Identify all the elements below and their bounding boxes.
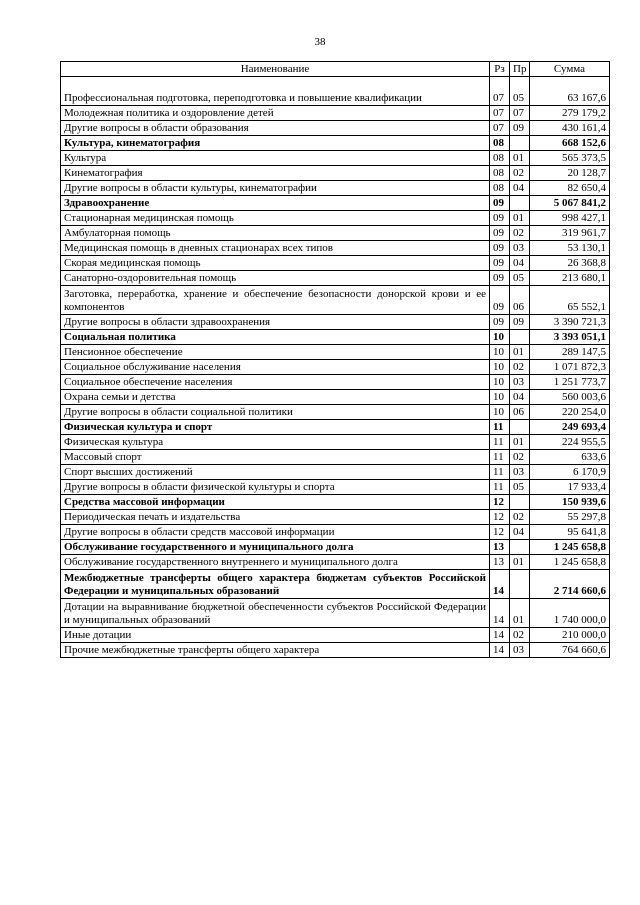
cell-rz: 12 [490, 510, 510, 525]
cell-pr [510, 540, 530, 555]
cell-pr: 02 [510, 628, 530, 643]
cell-pr: 02 [510, 510, 530, 525]
cell-sum: 1 245 658,8 [530, 540, 610, 555]
cell-name: Пенсионное обеспечение [61, 345, 490, 360]
cell-rz: 10 [490, 390, 510, 405]
cell-name: Другие вопросы в области средств массовой информации [61, 525, 490, 540]
cell-name: Профессиональная подготовка, переподготовка и повышение квалификации [61, 77, 490, 106]
cell-pr: 04 [510, 525, 530, 540]
cell-name: Физическая культура [61, 435, 490, 450]
cell-pr: 01 [510, 599, 530, 628]
cell-name: Культура [61, 151, 490, 166]
cell-rz: 14 [490, 570, 510, 599]
cell-name: Заготовка, переработка, хранение и обеспечение безопасности донорской крови и ее компонентов [61, 286, 490, 315]
cell-sum: 26 368,8 [530, 256, 610, 271]
cell-name: Межбюджетные трансферты общего характера бюджетам субъектов Российской Федерации и муниципальных образований [61, 570, 490, 599]
cell-pr: 09 [510, 121, 530, 136]
cell-rz: 08 [490, 136, 510, 151]
cell-sum: 53 130,1 [530, 241, 610, 256]
cell-sum: 668 152,6 [530, 136, 610, 151]
cell-sum: 279 179,2 [530, 106, 610, 121]
cell-rz: 09 [490, 226, 510, 241]
cell-rz: 11 [490, 420, 510, 435]
table-row [61, 151, 610, 166]
table-row [61, 256, 610, 271]
table-row [61, 450, 610, 465]
cell-name: Охрана семьи и детства [61, 390, 490, 405]
cell-rz: 09 [490, 286, 510, 315]
cell-name: Обслуживание государственного внутреннего и муниципального долга [61, 555, 490, 570]
cell-pr [510, 420, 530, 435]
header-rz: Рз [490, 62, 510, 77]
cell-sum: 150 939,6 [530, 495, 610, 510]
cell-rz: 12 [490, 525, 510, 540]
cell-name: Социальное обслуживание населения [61, 360, 490, 375]
table-row [61, 555, 610, 570]
cell-sum: 560 003,6 [530, 390, 610, 405]
table-row [61, 628, 610, 643]
cell-rz: 08 [490, 151, 510, 166]
cell-name: Молодежная политика и оздоровление детей [61, 106, 490, 121]
cell-rz: 08 [490, 166, 510, 181]
cell-rz: 14 [490, 599, 510, 628]
table-row [61, 599, 610, 628]
table-row [61, 106, 610, 121]
cell-name: Амбулаторная помощь [61, 226, 490, 241]
cell-pr [510, 570, 530, 599]
cell-pr: 01 [510, 151, 530, 166]
cell-sum: 17 933,4 [530, 480, 610, 495]
table-row [61, 510, 610, 525]
table-row [61, 375, 610, 390]
table-body [61, 77, 610, 658]
cell-sum: 764 660,6 [530, 643, 610, 658]
table-row [61, 465, 610, 480]
page-number: 38 [314, 36, 326, 48]
cell-name: Медицинская помощь в дневных стационарах всех типов [61, 241, 490, 256]
table-row [61, 360, 610, 375]
table-row [61, 121, 610, 136]
cell-pr [510, 196, 530, 211]
cell-name: Другие вопросы в области здравоохранения [61, 315, 490, 330]
cell-sum: 2 714 660,6 [530, 570, 610, 599]
cell-name: Кинематография [61, 166, 490, 181]
cell-pr: 02 [510, 450, 530, 465]
cell-pr: 05 [510, 480, 530, 495]
cell-pr: 01 [510, 345, 530, 360]
table-header-row [61, 62, 610, 77]
cell-rz: 07 [490, 121, 510, 136]
table-row [61, 77, 610, 106]
table-row [61, 226, 610, 241]
cell-name: Стационарная медицинская помощь [61, 211, 490, 226]
cell-sum: 224 955,5 [530, 435, 610, 450]
table-section-row [61, 330, 610, 345]
cell-name: Другие вопросы в области физической культуры и спорта [61, 480, 490, 495]
cell-pr: 02 [510, 166, 530, 181]
cell-rz: 10 [490, 330, 510, 345]
cell-pr: 02 [510, 360, 530, 375]
cell-rz: 14 [490, 628, 510, 643]
cell-name: Дотации на выравнивание бюджетной обеспеченности субъектов Российской Федерации и муниципальных образований [61, 599, 490, 628]
header-name: Наименование [61, 62, 490, 77]
cell-pr [510, 136, 530, 151]
cell-sum: 95 641,8 [530, 525, 610, 540]
cell-pr: 01 [510, 435, 530, 450]
cell-sum: 65 552,1 [530, 286, 610, 315]
cell-sum: 633,6 [530, 450, 610, 465]
cell-name: Культура, кинематография [61, 136, 490, 151]
table-section-row [61, 136, 610, 151]
cell-name: Обслуживание государственного и муниципального долга [61, 540, 490, 555]
table-row [61, 525, 610, 540]
cell-rz: 11 [490, 450, 510, 465]
cell-name: Здравоохранение [61, 196, 490, 211]
table-section-row [61, 495, 610, 510]
cell-sum: 6 170,9 [530, 465, 610, 480]
cell-name: Массовый спорт [61, 450, 490, 465]
cell-rz: 11 [490, 480, 510, 495]
cell-pr: 03 [510, 241, 530, 256]
cell-rz: 13 [490, 555, 510, 570]
cell-sum: 1 071 872,3 [530, 360, 610, 375]
cell-name: Социальная политика [61, 330, 490, 345]
cell-rz: 08 [490, 181, 510, 196]
table-section-row [61, 540, 610, 555]
cell-name: Спорт высших достижений [61, 465, 490, 480]
cell-sum: 210 000,0 [530, 628, 610, 643]
cell-rz: 10 [490, 375, 510, 390]
cell-pr: 02 [510, 226, 530, 241]
cell-pr: 04 [510, 390, 530, 405]
cell-name: Прочие межбюджетные трансферты общего характера [61, 643, 490, 658]
table-row [61, 211, 610, 226]
cell-sum: 3 390 721,3 [530, 315, 610, 330]
cell-pr [510, 330, 530, 345]
cell-sum: 20 128,7 [530, 166, 610, 181]
cell-sum: 5 067 841,2 [530, 196, 610, 211]
cell-rz: 12 [490, 495, 510, 510]
table-row [61, 241, 610, 256]
table-section-row [61, 570, 610, 599]
cell-pr [510, 495, 530, 510]
cell-sum: 213 680,1 [530, 271, 610, 286]
table-row [61, 643, 610, 658]
cell-rz: 07 [490, 106, 510, 121]
cell-pr: 01 [510, 555, 530, 570]
table-row [61, 181, 610, 196]
cell-name: Иные дотации [61, 628, 490, 643]
cell-sum: 1 245 658,8 [530, 555, 610, 570]
cell-pr: 04 [510, 256, 530, 271]
cell-name: Санаторно-оздоровительная помощь [61, 271, 490, 286]
cell-sum: 220 254,0 [530, 405, 610, 420]
cell-pr: 07 [510, 106, 530, 121]
cell-pr: 03 [510, 643, 530, 658]
table-row [61, 286, 610, 315]
cell-sum: 3 393 051,1 [530, 330, 610, 345]
cell-pr: 03 [510, 375, 530, 390]
cell-rz: 13 [490, 540, 510, 555]
cell-rz: 09 [490, 271, 510, 286]
table-row [61, 315, 610, 330]
cell-pr: 05 [510, 77, 530, 106]
cell-rz: 10 [490, 360, 510, 375]
cell-sum: 82 650,4 [530, 181, 610, 196]
cell-rz: 09 [490, 241, 510, 256]
cell-rz: 11 [490, 465, 510, 480]
cell-sum: 1 740 000,0 [530, 599, 610, 628]
table-row [61, 390, 610, 405]
cell-sum: 430 161,4 [530, 121, 610, 136]
cell-name: Другие вопросы в области культуры, кинематографии [61, 181, 490, 196]
cell-pr: 06 [510, 405, 530, 420]
cell-pr: 03 [510, 465, 530, 480]
cell-name: Другие вопросы в области образования [61, 121, 490, 136]
cell-name: Периодическая печать и издательства [61, 510, 490, 525]
cell-rz: 09 [490, 315, 510, 330]
header-sum: Сумма [530, 62, 610, 77]
table-row [61, 271, 610, 286]
cell-name: Другие вопросы в области социальной политики [61, 405, 490, 420]
budget-table [60, 61, 610, 658]
cell-sum: 998 427,1 [530, 211, 610, 226]
table-row [61, 345, 610, 360]
cell-rz: 09 [490, 256, 510, 271]
table-section-row [61, 420, 610, 435]
cell-pr: 06 [510, 286, 530, 315]
table-row [61, 435, 610, 450]
cell-rz: 09 [490, 196, 510, 211]
cell-rz: 10 [490, 405, 510, 420]
cell-sum: 289 147,5 [530, 345, 610, 360]
cell-pr: 09 [510, 315, 530, 330]
cell-sum: 319 961,7 [530, 226, 610, 241]
cell-rz: 07 [490, 77, 510, 106]
cell-rz: 10 [490, 345, 510, 360]
table-section-row [61, 196, 610, 211]
cell-name: Средства массовой информации [61, 495, 490, 510]
cell-rz: 09 [490, 211, 510, 226]
cell-pr: 01 [510, 211, 530, 226]
table-row [61, 405, 610, 420]
table-row [61, 480, 610, 495]
cell-pr: 04 [510, 181, 530, 196]
table-row [61, 166, 610, 181]
header-pr: Пр [510, 62, 530, 77]
cell-rz: 14 [490, 643, 510, 658]
cell-name: Скорая медицинская помощь [61, 256, 490, 271]
cell-pr: 05 [510, 271, 530, 286]
cell-name: Физическая культура и спорт [61, 420, 490, 435]
cell-sum: 1 251 773,7 [530, 375, 610, 390]
cell-sum: 249 693,4 [530, 420, 610, 435]
cell-name: Социальное обеспечение населения [61, 375, 490, 390]
cell-sum: 63 167,6 [530, 77, 610, 106]
cell-rz: 11 [490, 435, 510, 450]
cell-sum: 55 297,8 [530, 510, 610, 525]
cell-sum: 565 373,5 [530, 151, 610, 166]
